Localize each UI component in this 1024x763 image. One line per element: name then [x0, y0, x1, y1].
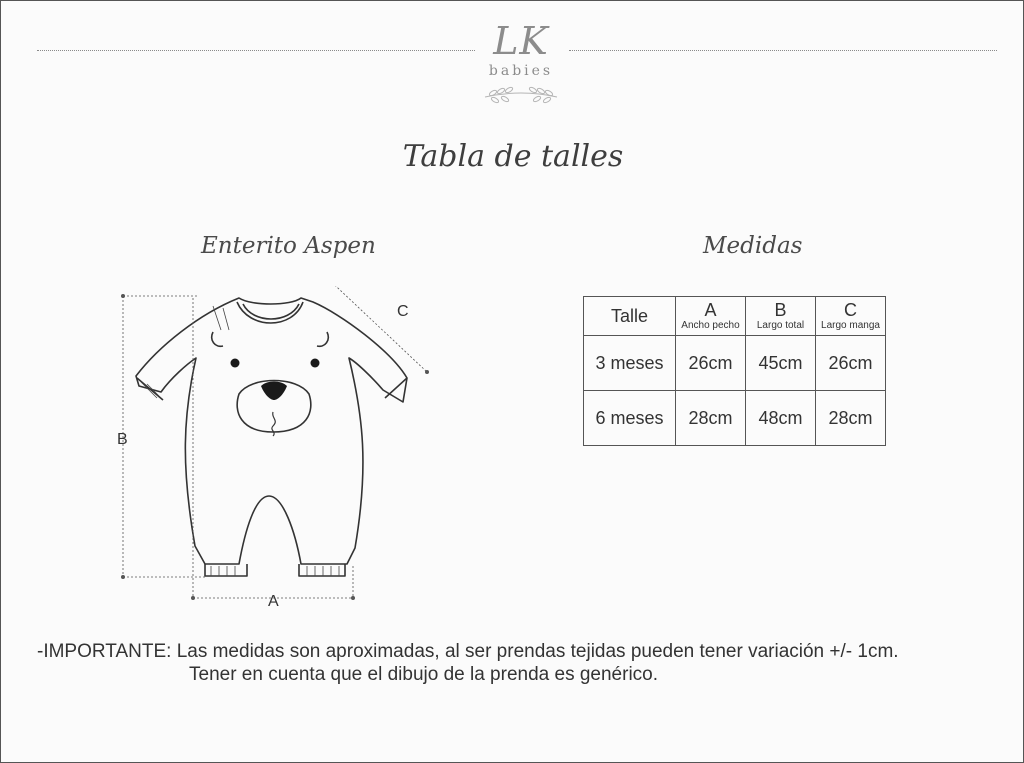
romper-ankle-right — [299, 564, 345, 576]
cell-a: 28cm — [676, 391, 746, 446]
header-talle: Talle — [584, 297, 676, 336]
bear-ear-left — [212, 332, 223, 346]
bear-ear-right — [317, 332, 328, 346]
cell-c: 26cm — [816, 336, 886, 391]
bear-nose — [261, 382, 287, 401]
header-divider-left — [37, 50, 475, 51]
bear-eye-left — [231, 359, 240, 368]
table-header-row — [584, 297, 886, 336]
cell-b: 48cm — [746, 391, 816, 446]
header-divider-right — [569, 50, 997, 51]
table-row — [584, 336, 886, 391]
bear-eye-right — [311, 359, 320, 368]
header-b: B Largo total — [746, 297, 816, 336]
dimension-label-b: B — [117, 431, 128, 448]
laurel-icon — [479, 81, 563, 107]
cell-talle: 6 meses — [584, 391, 676, 446]
important-note-second-line: Tener en cuenta que el dibujo de la prenda es genérico. — [189, 664, 659, 685]
dimension-label-a: A — [268, 593, 279, 610]
dimension-label-c: C — [397, 303, 409, 320]
table-row — [584, 391, 886, 446]
cell-talle: 3 meses — [584, 336, 676, 391]
cell-c: 28cm — [816, 391, 886, 446]
garment-name: Enterito Aspen — [201, 233, 376, 259]
cell-b: 45cm — [746, 336, 816, 391]
logo-mark: LK — [493, 19, 549, 63]
romper-illustration — [101, 286, 441, 616]
logo-subtitle: babies — [488, 63, 554, 79]
header-c: C Largo manga — [816, 297, 886, 336]
important-note: -IMPORTANTE: Las medidas son aproximadas, al ser prendas tejidas pueden tener variación +/- 1cm. — [37, 641, 899, 662]
romper-cuff-left — [137, 378, 163, 400]
measures-title: Medidas — [703, 233, 803, 259]
header-a: A Ancho pecho — [676, 297, 746, 336]
cell-a: 26cm — [676, 336, 746, 391]
size-table — [583, 296, 886, 446]
romper-outline — [136, 298, 407, 564]
page-title: Tabla de talles — [402, 139, 624, 174]
brand-logo — [471, 19, 571, 115]
